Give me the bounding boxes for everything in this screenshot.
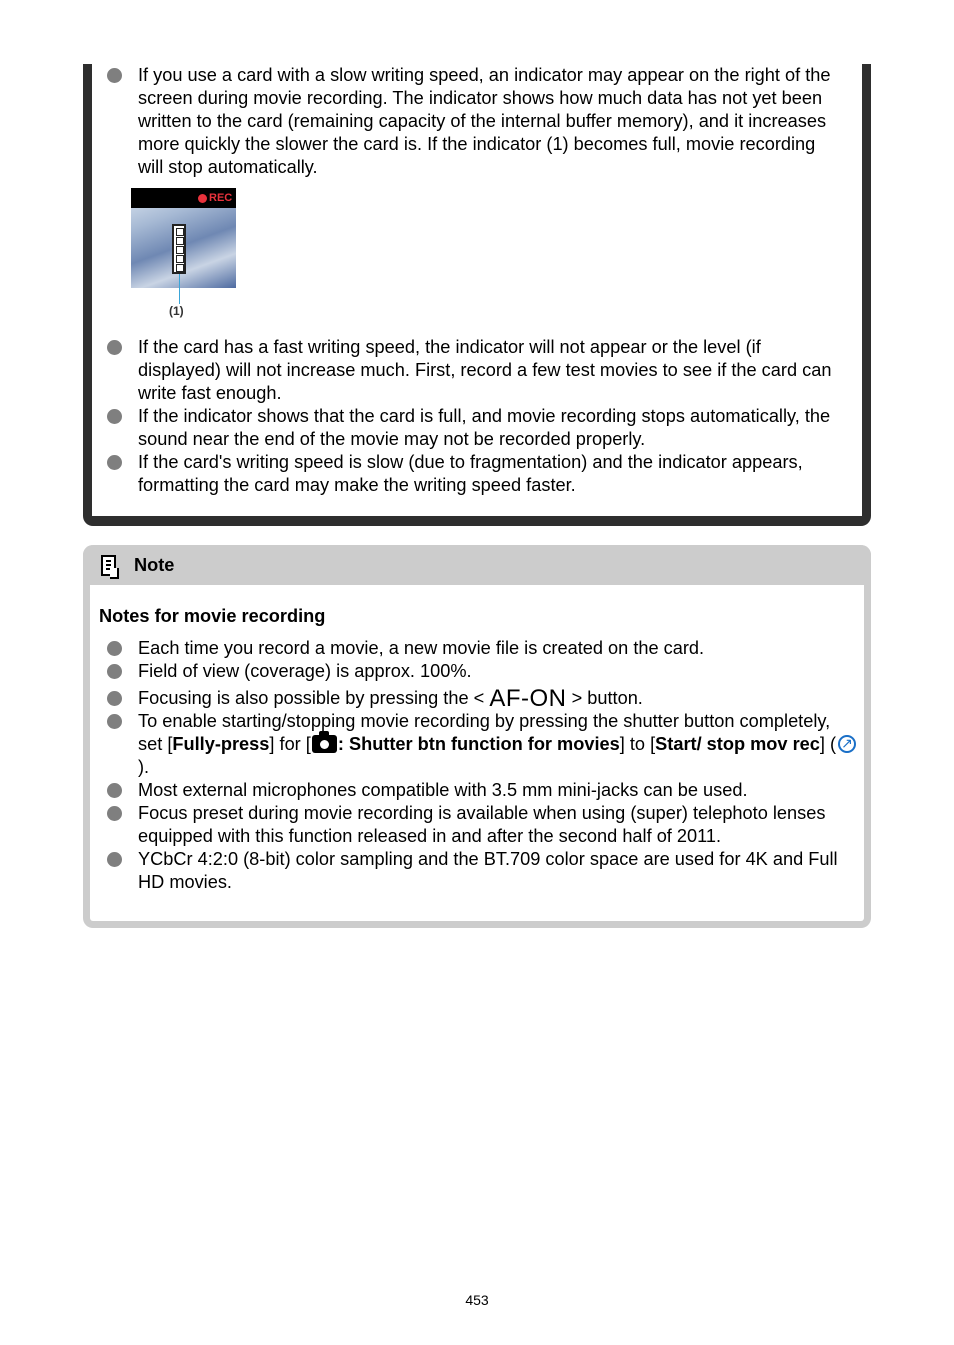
list-item bbox=[99, 779, 859, 802]
movie-screen-image bbox=[131, 188, 236, 288]
bullet-icon bbox=[107, 409, 122, 424]
caution-list-bottom bbox=[99, 336, 839, 497]
callout-label: (1) bbox=[169, 304, 184, 318]
list-item: Focusing is also possible by pressing the < AF-ON > button. bbox=[99, 687, 859, 710]
rec-dot-icon bbox=[198, 194, 207, 203]
bullet-icon bbox=[107, 714, 122, 729]
list-item bbox=[99, 451, 839, 497]
list-item bbox=[99, 336, 839, 405]
camera-icon bbox=[312, 735, 337, 753]
list-item-text: If you use a card with a slow writing speed, an indicator may appear on the right of the screen during movie recording. The indicator shows how much data has not yet been written to the card (remaining capacity of the internal buffer memory), and it increases more quickly the slower the card is. If the indicator (1) becomes full, movie recording will stop automatically. bbox=[138, 65, 831, 177]
list-item: To enable starting/stopping movie recording by pressing the shutter button completely, set [Fully-press] for [ : Shutter btn function for movies] to [Start/ stop mov rec] (↗). bbox=[99, 710, 859, 779]
setting-value: Fully-press bbox=[172, 734, 270, 754]
bullet-icon bbox=[107, 691, 122, 706]
list-item bbox=[99, 637, 859, 660]
note-subtitle: Notes for movie recording bbox=[99, 606, 326, 626]
list-item-text: Field of view (coverage) is approx. 100%. bbox=[138, 661, 472, 681]
bullet-icon bbox=[107, 340, 122, 355]
list-item-text: If the indicator shows that the card is full, and movie recording stops automatically, the sound near the end of the movie may not be recorded properly. bbox=[138, 406, 831, 449]
note-list bbox=[99, 637, 859, 894]
bullet-icon bbox=[107, 68, 122, 83]
note-header bbox=[83, 545, 871, 585]
buffer-indicator bbox=[172, 224, 186, 274]
note-box bbox=[83, 545, 871, 928]
bullet-icon bbox=[107, 806, 122, 821]
list-item-text: Each time you record a movie, a new movie file is created on the card. bbox=[138, 638, 705, 658]
bullet-icon bbox=[107, 852, 122, 867]
list-item-text: Focus preset during movie recording is available when using (super) telephoto lenses equipped with this function released in and after the second half of 2011. bbox=[138, 803, 826, 846]
bullet-icon bbox=[107, 641, 122, 656]
page-number: 453 bbox=[465, 1292, 489, 1308]
bullet-icon bbox=[107, 455, 122, 470]
bullet-icon bbox=[107, 783, 122, 798]
caution-box bbox=[83, 64, 871, 526]
menu-item-name: : Shutter btn function for movies bbox=[337, 734, 620, 754]
af-on-button-icon: AF-ON bbox=[489, 685, 567, 712]
caution-list-top bbox=[99, 64, 839, 179]
list-item-text: Most external microphones compatible with 3.5 mm mini-jacks can be used. bbox=[138, 780, 748, 800]
buffer-indicator-figure bbox=[131, 188, 241, 323]
list-item-text: If the card has a fast writing speed, the indicator will not appear or the level (if displayed) will not increase much. First, record a few test movies to see if the card can write fast enough. bbox=[138, 337, 832, 403]
list-item bbox=[99, 64, 839, 179]
bullet-icon bbox=[107, 664, 122, 679]
setting-option: Start/ stop mov rec bbox=[655, 734, 820, 754]
list-item-text: If the card's writing speed is slow (due to fragmentation) and the indicator appears, formatting the card may make the writing speed faster. bbox=[138, 452, 803, 495]
note-title: Note bbox=[134, 555, 175, 575]
callout-leader-line bbox=[179, 274, 180, 304]
rec-label: REC bbox=[209, 192, 233, 204]
list-item bbox=[99, 405, 839, 451]
list-item bbox=[99, 660, 859, 683]
link-icon[interactable] bbox=[838, 735, 856, 753]
list-item bbox=[99, 848, 859, 894]
note-icon bbox=[101, 555, 116, 576]
list-item bbox=[99, 802, 859, 848]
list-item-text: YCbCr 4:2:0 (8-bit) color sampling and the BT.709 color space are used for 4K and Full HD movies. bbox=[138, 849, 838, 892]
